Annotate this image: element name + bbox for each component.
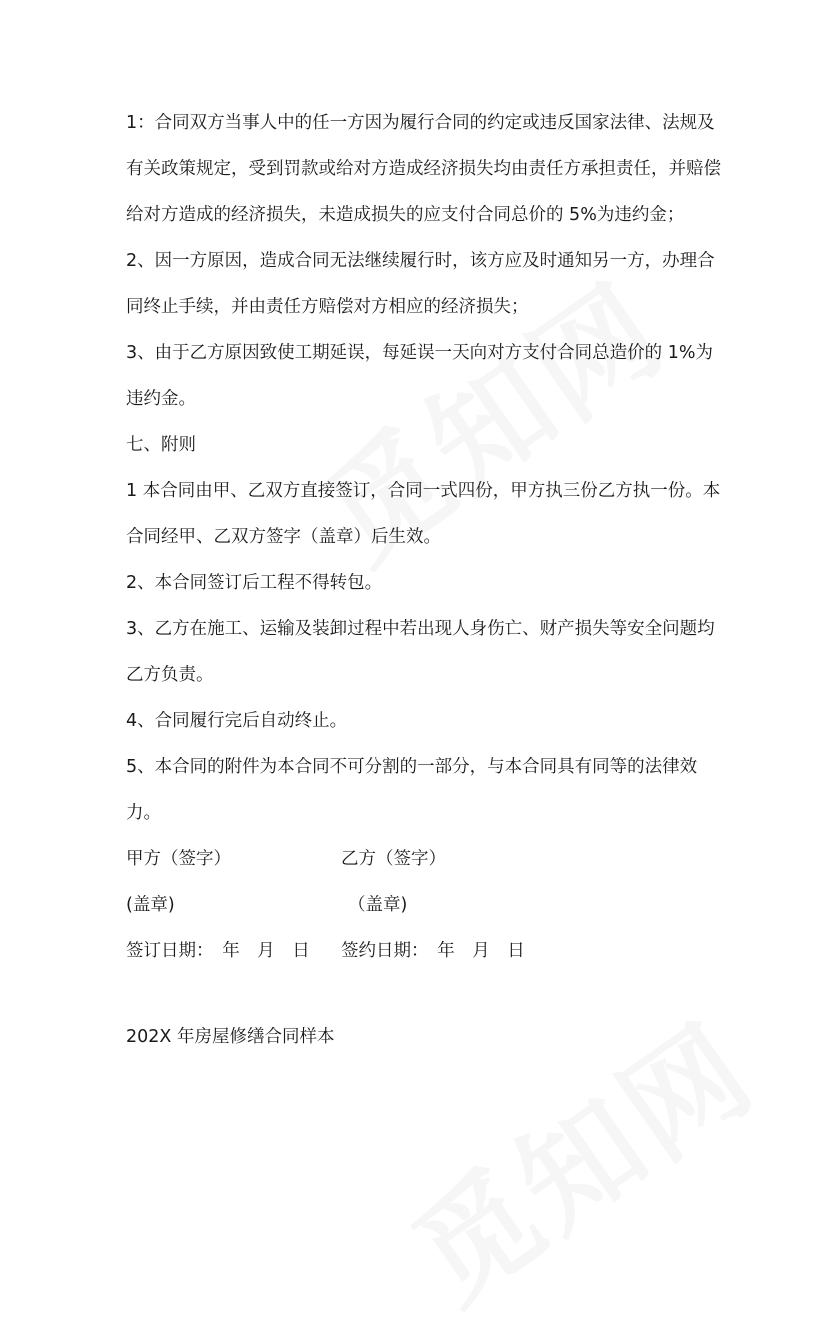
date-row [126, 928, 726, 974]
section-heading: 七、附则 [126, 435, 196, 455]
party-b-date: 签约日期： 年 月 日 [341, 941, 525, 961]
party-b-signature: 乙方（签字） [341, 849, 446, 869]
appendix-clause-2: 2、本合同签订后工程不得转包。 [126, 573, 383, 593]
appendix-clause-5: 5、本合同的附件为本合同不可分割的一部分，与本合同具有同等的法律效力。 [126, 757, 698, 823]
clause-2: 2、因一方原因，造成合同无法继续履行时，该方应及时通知另一方，办理合同终止手续，并由责任方赔偿对方相应的经济损失； [126, 251, 715, 317]
next-document-title: 202X 年房屋修缮合同样本 [126, 1027, 335, 1047]
appendix-clause-1: 1 本合同由甲、乙双方直接签订，合同一式四份，甲方执三份乙方执一份。本合同经甲、乙双方签字（盖章）后生效。 [126, 481, 721, 547]
clause-1: 1：合同双方当事人中的任一方因为履行合同的约定或违反国家法律、法规及有关政策规定，受到罚款或给对方造成经济损失均由责任方承担责任，并赔偿给对方造成的经济损失，未造成损失的应支付合同总价的 5%为违约金； [126, 113, 721, 225]
party-a-signature: 甲方（签字） [126, 849, 231, 869]
document-body [126, 100, 726, 974]
signature-row [126, 836, 726, 882]
appendix-clause-4: 4、合同履行完后自动终止。 [126, 711, 348, 731]
party-a-date: 签订日期： 年 月 日 [126, 941, 310, 961]
watermark [375, 977, 783, 1335]
clause-3: 3、由于乙方原因致使工期延误，每延误一天向对方支付合同总造价的 1%为违约金。 [126, 343, 713, 409]
appendix-clause-3: 3、乙方在施工、运输及装卸过程中若出现人身伤亡、财产损失等安全问题均乙方负责。 [126, 619, 715, 685]
party-a-seal: (盖章) [126, 895, 175, 915]
seal-row [126, 882, 726, 928]
party-b-seal: （盖章) [348, 895, 408, 915]
